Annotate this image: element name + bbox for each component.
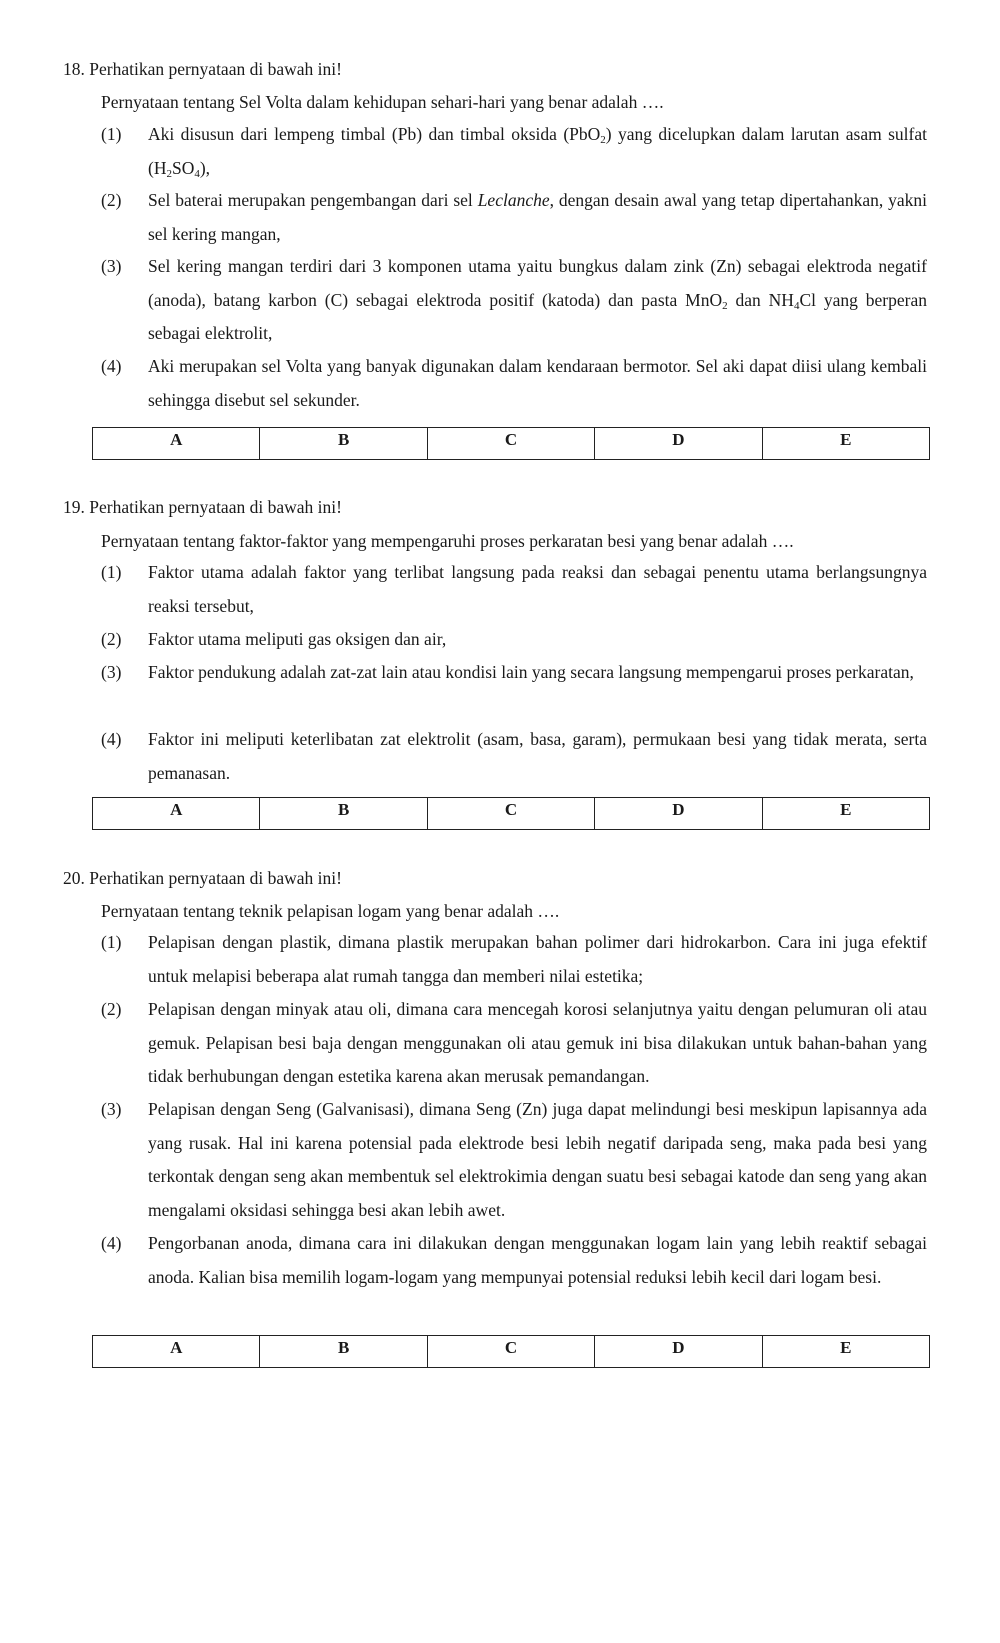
statement-2 <box>101 623 927 657</box>
statement-text: Faktor utama meliputi gas oksigen dan air, <box>148 629 447 649</box>
statement-3 <box>101 250 927 351</box>
statement-3 <box>101 1093 927 1227</box>
question-intro: Pernyataan tentang Sel Volta dalam kehidupan sehari-hari yang benar adalah …. <box>101 92 664 112</box>
statement-text: Aki disusun dari lempeng timbal (Pb) dan timbal oksida (PbO$_2$) yang dicelupkan dalam larutan asam sulfat $(H_2SO_4)$, <box>148 124 927 180</box>
option-d[interactable]: D <box>595 1336 762 1367</box>
option-d[interactable]: D <box>595 428 762 459</box>
statement-3 <box>101 656 927 690</box>
statement-1 <box>101 926 927 993</box>
statement-text: Pelapisan dengan Seng (Galvanisasi), dimana Seng (Zn) juga dapat melindungi besi meskipun lapisannya ada yang rusak. Hal ini karena potensial pada elektrode besi lebih negatif daripada seng, maka pada besi yang terkontak dengan seng akan membentuk sel elektrokimia dengan suatu besi sebagai katode dan seng yang akan mengalami oksidasi sehingga besi akan lebih awet. <box>148 1099 927 1220</box>
option-e[interactable]: E <box>840 1338 852 1357</box>
statement-number: (2) <box>101 629 122 649</box>
option-e[interactable]: E <box>840 800 852 819</box>
statement-1 <box>101 556 927 623</box>
statement-number: (1) <box>101 562 122 582</box>
answer-options <box>92 427 930 460</box>
question-title: 18. Perhatikan pernyataan di bawah ini! <box>63 59 342 79</box>
statement-2 <box>101 993 927 1094</box>
statement-4 <box>101 723 927 790</box>
option-c[interactable]: C <box>428 428 595 459</box>
statement-text: Faktor utama adalah faktor yang terlibat langsung pada reaksi dan sebagai penentu utama berlangsungnya reaksi tersebut, <box>148 562 927 616</box>
question-intro: Pernyataan tentang faktor-faktor yang mempengaruhi proses perkaratan besi yang benar adalah …. <box>101 531 794 551</box>
statement-text: Pelapisan dengan plastik, dimana plastik merupakan bahan polimer dari hidrokarbon. Cara ini juga efektif untuk melapisi beberapa alat rumah tangga dan memberi nilai estetika; <box>148 932 927 986</box>
statement-number: (2) <box>101 999 122 1019</box>
statement-1 <box>101 118 927 185</box>
option-b[interactable]: B <box>260 798 427 829</box>
statement-number: (4) <box>101 729 122 749</box>
option-a[interactable]: A <box>93 1336 260 1367</box>
statement-text: Faktor ini meliputi keterlibatan zat elektrolit (asam, basa, garam), permukaan besi yang tidak merata, serta pemanasan. <box>148 729 927 783</box>
option-c[interactable]: C <box>428 798 595 829</box>
statement-number: (1) <box>101 124 122 144</box>
statement-number: (4) <box>101 356 122 376</box>
option-b[interactable]: B <box>260 428 427 459</box>
statement-number: (3) <box>101 1099 122 1119</box>
question-intro: Pernyataan tentang teknik pelapisan logam yang benar adalah …. <box>101 901 560 921</box>
statement-text: Faktor pendukung adalah zat-zat lain atau kondisi lain yang secara langsung mempengarui proses perkaratan, <box>148 662 914 682</box>
statement-2 <box>101 184 927 251</box>
statement-number: (4) <box>101 1233 122 1253</box>
option-e[interactable]: E <box>840 430 852 449</box>
option-d[interactable]: D <box>595 798 762 829</box>
answer-options <box>92 1335 930 1368</box>
statement-text: Pelapisan dengan minyak atau oli, dimana cara mencegah korosi selanjutnya yaitu dengan pelumuran oli atau gemuk. Pelapisan besi baja dengan menggunakan oli atau gemuk ini bisa dilakukan untuk bahan-bahan yang tidak berhubungan dengan estetika karena akan merusak pemandangan. <box>148 999 927 1086</box>
statement-text: Pengorbanan anoda, dimana cara ini dilakukan dengan menggunakan logam lain yang lebih reaktif sebagai anoda. Kalian bisa memilih logam-logam yang mempunyai potensial reduksi lebih kecil dari logam besi. <box>148 1233 927 1287</box>
statement-4 <box>101 1227 927 1294</box>
statement-number: (3) <box>101 256 122 276</box>
option-b[interactable]: B <box>260 1336 427 1367</box>
statement-text: Aki merupakan sel Volta yang banyak digunakan dalam kendaraan bermotor. Sel aki dapat diisi ulang kembali sehingga disebut sel sekunder. <box>148 356 927 410</box>
statement-text: Sel baterai merupakan pengembangan dari sel Leclanche, dengan desain awal yang tetap dipertahankan, yakni sel kering mangan, <box>148 190 927 244</box>
statement-number: (1) <box>101 932 122 952</box>
statement-number: (3) <box>101 662 122 682</box>
statement-4 <box>101 350 927 417</box>
answer-options <box>92 797 930 830</box>
option-c[interactable]: C <box>428 1336 595 1367</box>
question-title: 20. Perhatikan pernyataan di bawah ini! <box>63 868 342 888</box>
question-title: 19. Perhatikan pernyataan di bawah ini! <box>63 497 342 517</box>
option-a[interactable]: A <box>93 798 260 829</box>
statement-number: (2) <box>101 190 122 210</box>
statement-text: Sel kering mangan terdiri dari 3 komponen utama yaitu bungkus dalam zink (Zn) sebagai elektroda negatif (anoda), batang karbon (C) sebagai elektroda positif (katoda) dan pasta MnO$_2$ dan $NH_4Cl$ yang berperan sebagai elektrolit, <box>148 256 928 343</box>
option-a[interactable]: A <box>93 428 260 459</box>
